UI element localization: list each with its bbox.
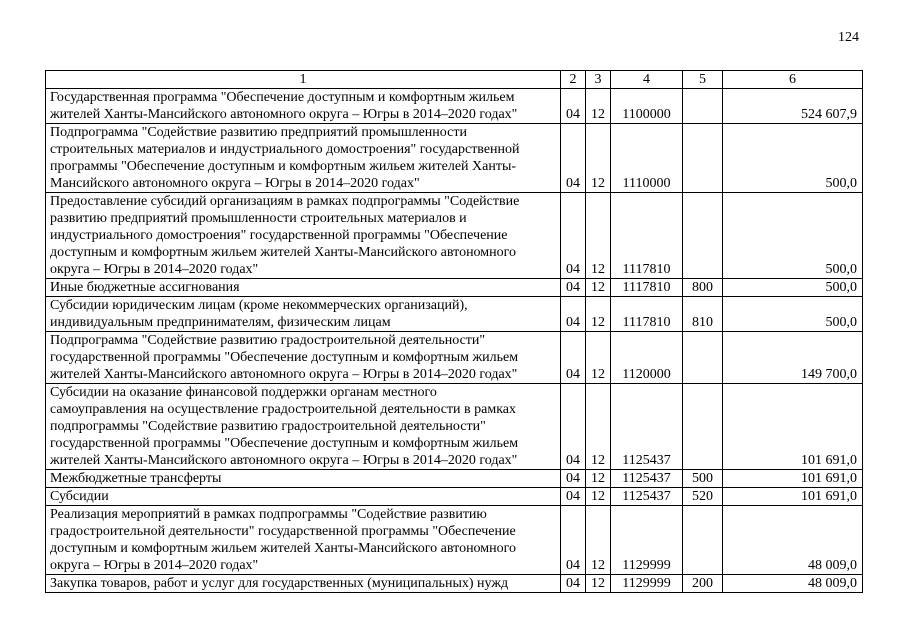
- row-target-article-code: 1129999: [611, 506, 683, 575]
- row-description: Подпрограмма "Содействие развитию предприятий промышленности строительных материалов и индустриального домостроения" государственной программы "Обеспечение доступным и комфортным жильем жителей Ханты- Мансийского автономного округа – Югры в 2014–2020 годах": [46, 124, 561, 193]
- row-description: Предоставление субсидий организациям в рамках подпрограммы "Содействие развитию предприятий промышленности строительных материалов и индустриального домостроения" государственной программы "Обеспечение доступным и комфортным жильем жителей Ханты-Мансийского автономного округа – Югры в 2014–2020 годах": [46, 193, 561, 279]
- row-target-article-code: 1125437: [611, 488, 683, 506]
- table-row: [46, 488, 863, 506]
- table-row: [46, 279, 863, 297]
- table-row: [46, 124, 863, 193]
- row-section-code: 04: [561, 279, 586, 297]
- row-target-article-code: 1117810: [611, 279, 683, 297]
- header-cell-6: 6: [723, 71, 863, 89]
- row-section-code: 04: [561, 193, 586, 279]
- table-row: [46, 575, 863, 593]
- row-subsection-code: 12: [586, 279, 611, 297]
- row-expense-type-code: [683, 124, 723, 193]
- row-section-code: 04: [561, 332, 586, 384]
- header-cell-3: 3: [586, 71, 611, 89]
- row-amount: 101 691,0: [723, 488, 863, 506]
- row-target-article-code: 1100000: [611, 89, 683, 124]
- row-description: Субсидии юридическим лицам (кроме некоммерческих организаций), индивидуальным предпринимателям, физическим лицам: [46, 297, 561, 332]
- table-header-row: [46, 71, 863, 89]
- row-description: Реализация мероприятий в рамках подпрограммы "Содействие развитию градостроительной деятельности" государственной программы "Обеспечение доступным и комфортным жильем жителей Ханты-Мансийского автономного округа – Югры в 2014–2020 годах": [46, 506, 561, 575]
- table-row: [46, 332, 863, 384]
- row-expense-type-code: [683, 332, 723, 384]
- row-amount: 48 009,0: [723, 506, 863, 575]
- row-section-code: 04: [561, 124, 586, 193]
- row-subsection-code: 12: [586, 384, 611, 470]
- table-row: [46, 506, 863, 575]
- row-amount: 500,0: [723, 297, 863, 332]
- table-row: [46, 297, 863, 332]
- row-amount: 48 009,0: [723, 575, 863, 593]
- row-description: Иные бюджетные ассигнования: [46, 279, 561, 297]
- row-expense-type-code: [683, 506, 723, 575]
- row-target-article-code: 1110000: [611, 124, 683, 193]
- header-cell-4: 4: [611, 71, 683, 89]
- row-subsection-code: 12: [586, 332, 611, 384]
- row-section-code: 04: [561, 89, 586, 124]
- row-description: Закупка товаров, работ и услуг для государственных (муниципальных) нужд: [46, 575, 561, 593]
- row-expense-type-code: [683, 193, 723, 279]
- row-description: Межбюджетные трансферты: [46, 470, 561, 488]
- table-row: [46, 89, 863, 124]
- table-row: [46, 193, 863, 279]
- row-amount: 500,0: [723, 279, 863, 297]
- row-amount: 500,0: [723, 124, 863, 193]
- row-amount: 149 700,0: [723, 332, 863, 384]
- row-expense-type-code: [683, 89, 723, 124]
- row-description: Государственная программа "Обеспечение доступным и комфортным жильем жителей Ханты-Мансийского автономного округа – Югры в 2014–2020 годах": [46, 89, 561, 124]
- row-target-article-code: 1125437: [611, 384, 683, 470]
- row-subsection-code: 12: [586, 297, 611, 332]
- row-subsection-code: 12: [586, 575, 611, 593]
- row-expense-type-code: 810: [683, 297, 723, 332]
- table-row: [46, 470, 863, 488]
- row-subsection-code: 12: [586, 470, 611, 488]
- row-target-article-code: 1129999: [611, 575, 683, 593]
- row-amount: 101 691,0: [723, 470, 863, 488]
- row-target-article-code: 1117810: [611, 297, 683, 332]
- row-amount: 500,0: [723, 193, 863, 279]
- header-cell-2: 2: [561, 71, 586, 89]
- row-expense-type-code: 800: [683, 279, 723, 297]
- row-target-article-code: 1120000: [611, 332, 683, 384]
- budget-table-body: [46, 71, 863, 593]
- row-expense-type-code: 520: [683, 488, 723, 506]
- page-number: 124: [838, 30, 859, 45]
- row-section-code: 04: [561, 384, 586, 470]
- row-subsection-code: 12: [586, 506, 611, 575]
- row-amount: 101 691,0: [723, 384, 863, 470]
- row-expense-type-code: 200: [683, 575, 723, 593]
- row-description: Субсидии: [46, 488, 561, 506]
- row-target-article-code: 1125437: [611, 470, 683, 488]
- row-subsection-code: 12: [586, 193, 611, 279]
- row-target-article-code: 1117810: [611, 193, 683, 279]
- row-section-code: 04: [561, 506, 586, 575]
- row-section-code: 04: [561, 297, 586, 332]
- row-section-code: 04: [561, 488, 586, 506]
- table-row: [46, 384, 863, 470]
- row-section-code: 04: [561, 470, 586, 488]
- header-cell-5: 5: [683, 71, 723, 89]
- budget-table: [45, 70, 863, 593]
- row-expense-type-code: [683, 384, 723, 470]
- header-cell-1: 1: [46, 71, 561, 89]
- row-description: Подпрограмма "Содействие развитию градостроительной деятельности" государственной программы "Обеспечение доступным и комфортным жильем жителей Ханты-Мансийского автономного округа – Югры в 2014–2020 годах": [46, 332, 561, 384]
- row-subsection-code: 12: [586, 488, 611, 506]
- row-expense-type-code: 500: [683, 470, 723, 488]
- row-subsection-code: 12: [586, 89, 611, 124]
- row-subsection-code: 12: [586, 124, 611, 193]
- row-description: Субсидии на оказание финансовой поддержки органам местного самоуправления на осуществление градостроительной деятельности в рамках подпрограммы "Содействие развитию градостроительной деятельности" государственной программы "Обеспечение доступным и комфортным жильем жителей Ханты-Мансийского автономного округа – Югры в 2014–2020 годах": [46, 384, 561, 470]
- row-section-code: 04: [561, 575, 586, 593]
- row-amount: 524 607,9: [723, 89, 863, 124]
